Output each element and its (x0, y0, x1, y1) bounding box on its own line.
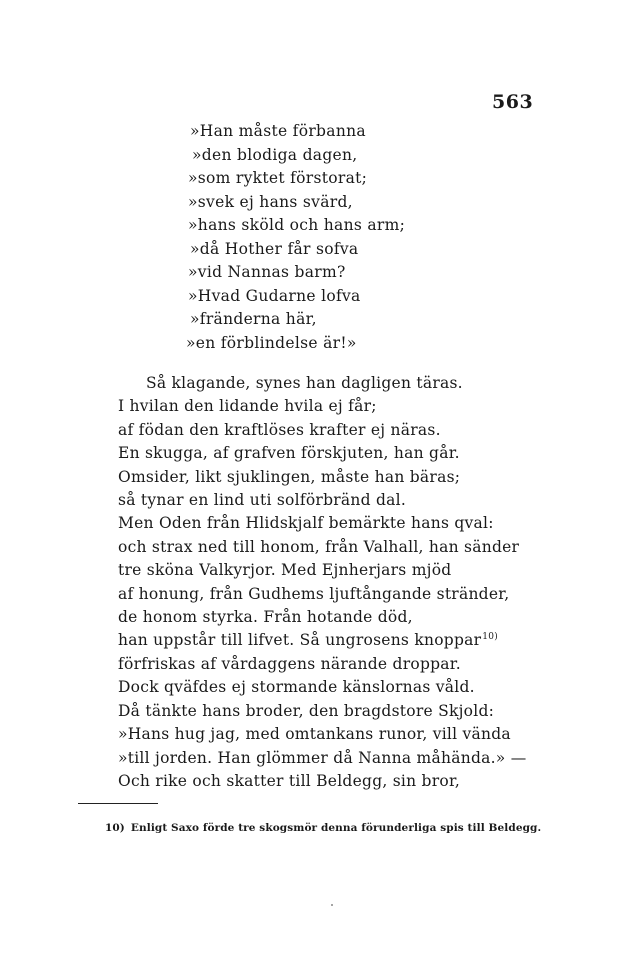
stanza-line: »en förblindelse är!» (186, 333, 357, 352)
poem-stanza (186, 120, 405, 355)
body-line: de honom styrka. Från hotande död, (118, 608, 413, 627)
page-number: 563 (492, 91, 534, 113)
stanza-line: »hans sköld och hans arm; (188, 216, 406, 234)
poem-body (118, 372, 527, 793)
footnote (105, 822, 541, 834)
stanza-line: »som ryktet förstorat; (188, 169, 368, 187)
body-line: af födan den kraftlöses krafter ej näras. (118, 420, 441, 439)
body-line: Omsider, likt sjuklingen, måste han bäras; (118, 467, 461, 486)
body-line: I hvilan den lidande hvila ej får; (118, 397, 377, 416)
stanza-line: »svek ej hans svärd, (188, 192, 353, 211)
body-line-text: han uppstår till lifvet. Så ungrosens knoppar (118, 631, 482, 650)
footnote-divider (78, 803, 158, 804)
body-line: »till jorden. Han glömmer då Nanna måhända.» — (118, 748, 527, 767)
stanza-line: »Hvad Gudarne lofva (188, 286, 361, 305)
stanza-line: »Han måste förbanna (190, 122, 366, 140)
body-line: Då tänkte hans broder, den bragdstore Skjold: (118, 701, 495, 720)
stanza-line: »då Hother får sofva (190, 239, 359, 258)
footnote-ref-marker: 10) (482, 632, 498, 643)
body-line: Så klagande, synes han dagligen täras. (146, 374, 463, 392)
body-line: Dock qväfdes ej stormande känslornas våld. (118, 678, 475, 697)
body-line: och strax ned till honom, från Valhall, han sänder (118, 537, 520, 556)
body-line: Och rike och skatter till Beldegg, sin bror, (118, 771, 461, 790)
stanza-line: »vid Nannas barm? (188, 263, 346, 281)
body-line: Men Oden från Hlidskjalf bemärkte hans qval: (118, 514, 494, 533)
body-line: En skugga, af grafven förskjuten, han går. (118, 444, 460, 463)
body-line: af honung, från Gudhems ljuftångande stränder, (118, 584, 510, 603)
body-line: så tynar en lind uti solförbränd dal. (118, 491, 407, 510)
body-line-with-footnote-ref (118, 629, 508, 652)
page-speck (331, 904, 333, 906)
body-line: »Hans hug jag, med omtankans runor, vill vända (118, 725, 511, 744)
body-line: förfriskas af vårdaggens närande droppar. (118, 654, 461, 673)
footnote-number: 10) (105, 822, 125, 834)
stanza-line: »fränderna här, (190, 310, 317, 328)
footnote-text: Enligt Saxo förde tre skogsmör denna förunderliga spis till Beldegg. (130, 822, 542, 834)
stanza-line: »den blodiga dagen, (192, 145, 358, 164)
body-line: tre sköna Valkyrjor. Med Ejnherjars mjöd (118, 561, 452, 580)
